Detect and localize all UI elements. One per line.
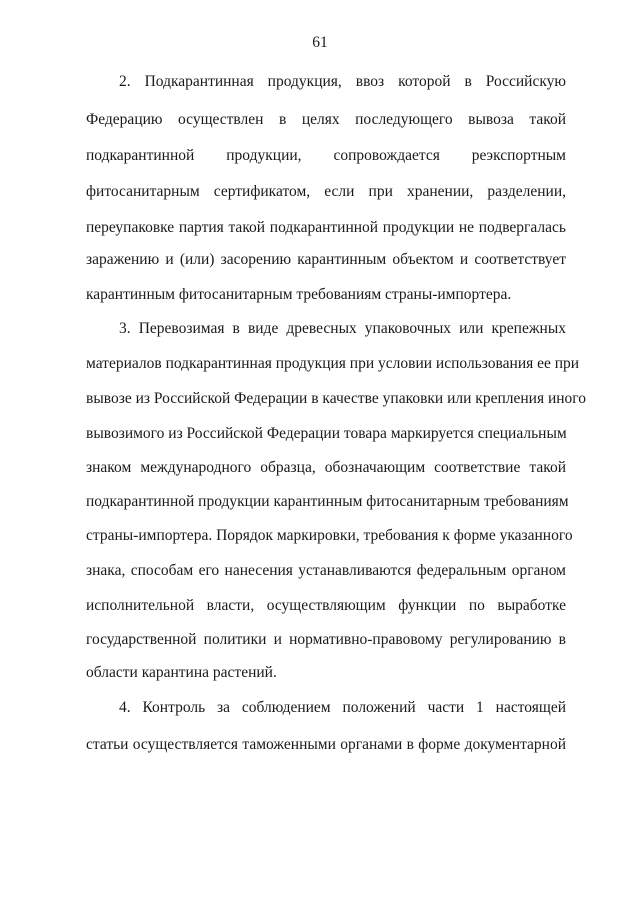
paragraph-3-line-7: страны-импортера. Порядок маркировки, требования к форме указанного xyxy=(86,527,573,544)
page-number: 61 xyxy=(312,34,328,51)
paragraph-2-line-4: фитосанитарным сертификатом, если при хранении, разделении, xyxy=(86,183,566,200)
paragraph-2-line-7: карантинным фитосанитарным требованиям страны-импортера. xyxy=(86,286,512,303)
paragraph-4-line-2: статьи осуществляется таможенными органами в форме документарной xyxy=(86,736,566,753)
paragraph-3-line-10: государственной политики и нормативно-правовому регулированию в xyxy=(86,631,566,648)
paragraph-3-line-5: знаком международного образца, обозначающим соответствие такой xyxy=(86,459,566,476)
paragraph-3-line-2: материалов подкарантинная продукция при условии использования ее при xyxy=(86,355,580,372)
paragraph-2-line-5: переупаковке партия такой подкарантинной продукции не подвергалась xyxy=(86,219,566,236)
paragraph-2-line-2: Федерацию осуществлен в целях последующего вывоза такой xyxy=(86,111,566,128)
paragraph-3-line-3: вывозе из Российской Федерации в качестве упаковки или крепления иного xyxy=(86,390,587,407)
paragraph-2-line-3: подкарантинной продукции, сопровождается реэкспортным xyxy=(86,147,566,164)
paragraph-3-line-9: исполнительной власти, осуществляющим функции по выработке xyxy=(86,597,566,614)
paragraph-3-line-1: 3. Перевозимая в виде древесных упаковочных или крепежных xyxy=(119,320,566,337)
paragraph-3-line-8: знака, способам его нанесения устанавливаются федеральным органом xyxy=(86,562,566,579)
paragraph-2-line-1: 2. Подкарантинная продукция, ввоз которой в Российскую xyxy=(119,73,566,90)
paragraph-2-line-6: заражению и (или) засорению карантинным объектом и соответствует xyxy=(86,251,566,268)
paragraph-3-line-11: области карантина растений. xyxy=(86,664,277,681)
paragraph-3-line-4: вывозимого из Российской Федерации товара маркируется специальным xyxy=(86,425,567,442)
paragraph-3-line-6: подкарантинной продукции карантинным фитосанитарным требованиям xyxy=(86,493,569,510)
paragraph-4-line-1: 4. Контроль за соблюдением положений части 1 настоящей xyxy=(119,699,566,716)
